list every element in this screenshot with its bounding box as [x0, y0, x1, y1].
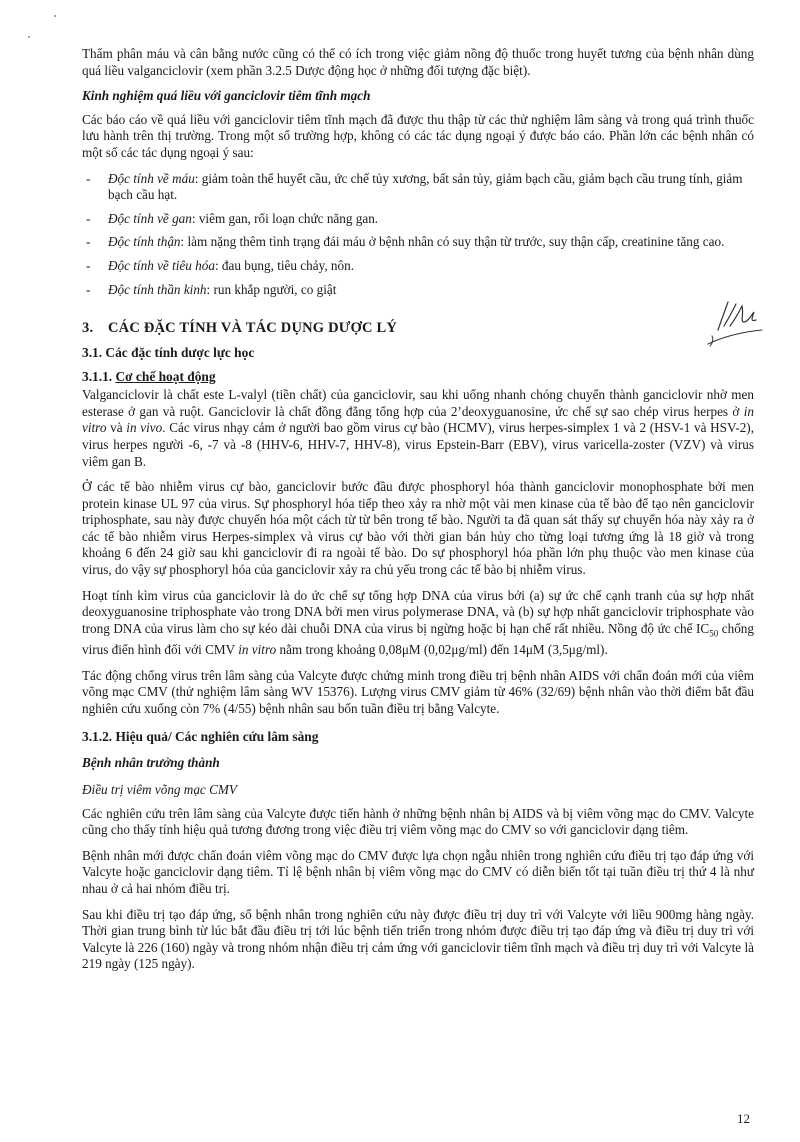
clinical-paragraph-3: Sau khi điều trị tạo đáp ứng, số bệnh nhân trong nghiên cứu này được điều trị duy trì với Valcyte với liều 900mg hàng ngày. Thời gian trung bình từ lúc bắt đầu điều trị tới lúc bệnh tiến triển trong nhóm được điều trị tạo đáp ứng và điều trị duy trì với Valcyte là 226 (160) ngày và trong nhóm nhận điều trị cảm ứng với ganciclovir tiêm tĩnh mạch và điều trị duy trì với Valcyte là 219 ngày (125 ngày).: [82, 906, 754, 972]
text-run: . Các virus nhạy cảm ở người bao gồm virus cự bào (HCMV), virus herpes-simplex 1 và 2 (HSV-1 và HSV-2), virus herpes người -6, -7 và -8 (HHV-6, HHV-7, HHV-8), virus Epstein-Barr (EBV), virus varicella-zoster (VZV) và virus viêm gan B.: [82, 420, 754, 469]
list-item-term: Độc tính thận: [108, 234, 181, 250]
list-item: [82, 234, 754, 251]
list-item-text: : giảm toàn thể huyết cầu, ức chế tủy xương, bất sản tủy, giảm bạch cầu, giảm bạch cầu trung tính, giảm bạch cầu hạt.: [108, 170, 743, 203]
text-run: nằm trong khoảng 0,08μM (0,02μg/ml) đến 14μM (3,5μg/ml).: [276, 642, 608, 658]
text-run: Valganciclovir là chất este L-valyl (tiền chất) của ganciclovir, sau khi uống nhanh chóng chuyển thành ganciclovir nhờ men esterase ở gan và ruột. Ganciclovir là chất đồng đẳng tổng hợp của 2’deoxyguanosine, ức chế sự sao chép virus herpes ở: [82, 387, 754, 419]
section-title: Cơ chế hoạt động: [115, 369, 216, 385]
section-title: CÁC ĐẶC TÍNH VÀ TÁC DỤNG DƯỢC LÝ: [108, 320, 398, 337]
list-item-term: Độc tính thần kinh: [108, 281, 207, 297]
bullet-dash: -: [86, 234, 91, 250]
mechanism-paragraph-1: [82, 387, 754, 470]
mechanism-paragraph-4: Tác động chống virus trên lâm sàng của Valcyte được chứng minh trong điều trị bệnh nhân AIDS với chẩn đoán mới của viêm võng mạc CMV (thử nghiệm lâm sàng WV 15376). Lượng virus CMV giảm từ 46% (32/69) bệnh nhân vào thời điểm bắt đầu nghiên cứu xuống còn 7% (4/55) bệnh nhân sau bốn tuần điều trị bằng Valcyte.: [82, 667, 754, 716]
list-item-text: : đau bụng, tiêu chảy, nôn.: [214, 257, 354, 273]
list-item-text: : run khắp người, co giật: [206, 281, 337, 297]
text-run-italic: in vitro: [82, 403, 754, 436]
list-item-term: Độc tính về gan: [108, 210, 192, 226]
section-3-1-1-heading: [82, 369, 754, 385]
list-item-term: Độc tính về máu: [108, 170, 195, 186]
intro-paragraph: Thẩm phân máu và cân bằng nước cũng có thể có ích trong việc giảm nồng độ thuốc trong huyết tương của bệnh nhân dùng quá liều valganciclovir (xem phần 3.2.5 Dược động học ở những đối tượng đặc biệt).: [82, 46, 754, 78]
mechanism-paragraph-2: Ở các tế bào nhiễm virus cự bào, ganciclovir bước đầu được phosphoryl hóa thành ganciclovir monophosphate bởi men protein kinase UL 97 của virus. Sự phosphoryl hóa tiếp theo xảy ra nhờ một vài men kinase của tế bào để tạo nên ganciclovir triphosphate, sau này được chuyển hóa một cách từ từ bên trong tế bào. Người ta đã quan sát thấy sự chuyển hóa này xảy ra ở các tế bào nhiễm virus Herpes-simplex và virus cự bào với thời gian bán hủy cho từng loại tương ứng là 18 giờ và trong khoảng 6 đến 24 giờ sau khi ganciclovir đi ra ngoài tế bào. Do sự phosphoryl hóa phần lớn phụ thuộc vào men kinase của virus, do vậy sự phosphoryl hóa của ganciclovir xảy ra chủ yếu trong các tế bào bị nhiễm virus.: [82, 479, 754, 578]
text-run-italic: in vivo: [126, 420, 163, 436]
mechanism-paragraph-3: [82, 588, 754, 659]
list-item: [82, 171, 754, 204]
clinical-paragraph-2: Bệnh nhân mới được chẩn đoán viêm võng mạc do CMV được lựa chọn ngẫu nhiên trong nghiên cứu điều trị tạo đáp ứng với Valcyte hoặc ganciclovir dạng tiêm. Tỉ lệ bệnh nhân bị viêm võng mạc do CMV có diễn biến tốt tại tuần điều trị thứ 4 là như nhau ở cả hai nhóm điều trị.: [82, 847, 754, 897]
document-page: [82, 46, 754, 982]
bullet-dash: -: [86, 281, 91, 297]
section-3-1-2-heading: 3.1.2. Hiệu quả/ Các nghiên cứu lâm sàng: [82, 729, 319, 745]
scan-speck: [54, 15, 56, 17]
subheading-cmv-treatment: Điều trị viêm võng mạc CMV: [82, 782, 237, 798]
list-item-term: Độc tính về tiêu hóa: [108, 257, 215, 273]
list-item: [82, 282, 754, 299]
section-number: 3.1.1.: [82, 369, 113, 385]
bullet-dash: -: [86, 210, 91, 226]
section-3-heading: [82, 320, 754, 337]
text-run: và: [106, 420, 127, 436]
page-number: 12: [737, 1111, 750, 1126]
section-3-1-heading: 3.1. Các đặc tính dược lực học: [82, 345, 255, 361]
text-run-italic: in vitro: [238, 642, 277, 658]
bullet-dash: -: [86, 170, 91, 186]
text-run: Hoạt tính kìm virus của ganciclovir là do ức chế sự tổng hợp DNA của virus bởi (a) sự ức chế cạnh tranh của sự hợp nhất deoxyguanosine triphosphate vào trong DNA bởi men virus polymerase DNA, và (b) sự hợp nhất ganciclovir triphosphate vào trong DNA của virus làm cho sự kéo dài chuỗi DNA của virus bị ngừng hoặc bị hạn chế rất nhiều. Nồng độ ức chế IC: [82, 587, 754, 636]
list-item-text: : làm nặng thêm tình trạng đái máu ở bệnh nhân có suy thận từ trước, suy thận cấp, creatinine tăng cao.: [180, 234, 725, 250]
list-item-text: : viêm gan, rối loạn chức năng gan.: [191, 210, 379, 226]
overdose-paragraph: Các báo cáo về quá liều với ganciclovir tiêm tĩnh mạch đã được thu thập từ các thử nghiệm lâm sàng và trong quá trình thuốc lưu hành trên thị trường. Trong một số trường hợp, không có các tác dụng ngoại ý được báo cáo. Phần lớn các bệnh nhân có một số các tác dụng ngoại ý sau:: [82, 111, 754, 160]
handwritten-signature: [700, 296, 766, 350]
section-number: 3.: [82, 320, 94, 337]
text-run: chống virus điển hình đối với CMV: [82, 620, 754, 658]
clinical-paragraph-1: Các nghiên cứu trên lâm sàng của Valcyte được tiến hành ở những bệnh nhân bị AIDS và bị viêm võng mạc do CMV. Valcyte cũng cho thấy tính hiệu quả tương đương trong việc điều trị viêm võng mạc do CMV so với ganciclovir dạng tiêm.: [82, 805, 754, 838]
subheading-adult-patients: Bệnh nhân trưởng thành: [82, 755, 220, 771]
scan-speck: [28, 36, 30, 38]
subscript: 50: [709, 628, 719, 639]
bullet-dash: -: [86, 257, 91, 273]
list-item: [82, 211, 754, 228]
overdose-heading: Kinh nghiệm quá liều với ganciclovir tiêm tĩnh mạch: [82, 88, 371, 104]
list-item: [82, 258, 754, 275]
